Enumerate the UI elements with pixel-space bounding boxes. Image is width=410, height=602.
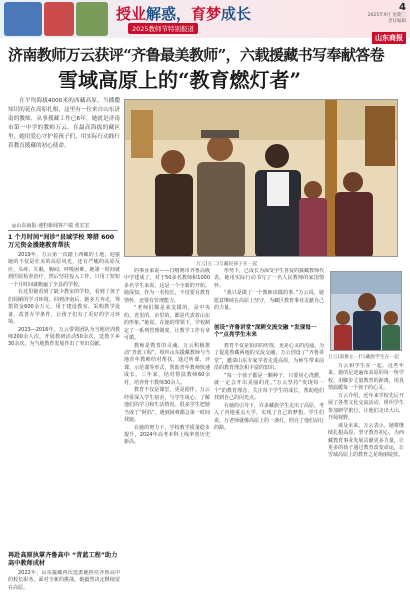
paragraph: 2022年，山东援藏再次选派她担任齐鲁高中的校长职务。面对全新的挑战，她毅然决定继续留在高原。: [8, 570, 120, 591]
section-2-body: [8, 570, 120, 600]
secondary-photo-caption: 万云(前排左一)与藏族学生在一起: [328, 355, 399, 360]
byline: ◎山东商报·速豹新闻客户端 张宏宏: [12, 223, 90, 229]
section-heading-3: 创设“齐鲁讲堂”深耕交流交融 “发现每一个”点亮学生未来: [214, 325, 317, 339]
slogan-part: 解惑，: [146, 5, 192, 23]
photo-scene: [125, 100, 398, 257]
headline-title: 雪域高原上的“教育燃灯者”: [58, 68, 302, 92]
banner-photo: [4, 2, 42, 36]
photo-scene: [331, 272, 402, 351]
paragraph: 形势下，已成长为深受学生喜爱的援藏教师代表。她用实际行动书写了一名人民教师的家国情怀。: [214, 268, 324, 289]
paragraph: 万云介绍，近年来学校先后开展了各类文化交流活动，组织学生参加研学旅行，让他们走出大山，开阔视野。: [328, 392, 404, 422]
paragraph: 教育不仅是知识的传授，更是心灵的沟通。为了促进鲁藏两地的交流交融，万云创设了“齐鲁讲堂”，邀请山东专家学者走进高原，为师生带来前沿的教育理念和丰富的知识。: [214, 343, 324, 372]
section-heading-1: 1 个月时间“间诊”县域学校 筹措 600 万元资金援建教育帮扶: [8, 234, 115, 249]
page-number: 4: [399, 2, 406, 13]
banner-slogan: [116, 3, 251, 24]
issue-date: 2025年9月 星期三: [367, 13, 406, 18]
headline-kicker: 济南教师万云获评“齐鲁最美教师”，六载援藏书写奉献答卷: [8, 46, 385, 64]
banner-photo-strip: [4, 2, 108, 36]
editor-line: 责任编辑: [388, 19, 406, 24]
secondary-photo: [330, 271, 402, 351]
slogan-part: 授业: [116, 5, 147, 23]
paragraph: 2023—2016年，万云带领团队为当地培训教师200余人次，开展教研活动50余次，送教下乡30余次，为当地教育发展作出了突出贡献。: [8, 326, 120, 348]
column-5-body: [328, 363, 404, 598]
banner-photo: [44, 2, 74, 36]
section-heading-2: 再赴高原执掌齐鲁高中 “青蓝工程”助力高中教师成材: [8, 552, 118, 567]
column-3-top: [214, 268, 324, 320]
paragraph: 教育不仅是课堂，更是陪伴。万云经常深入学生宿舍，与学生谈心，了解他们的学习和生活情况。很多学生把她当成了“阿妈”，遇到困难都会第一时间找她。: [124, 387, 210, 424]
main-photo: [124, 99, 398, 257]
section-1-body: [8, 252, 120, 550]
paragraph: “我只是做了一个教师该做的事。”万云说，她愿意继续在高原上坚守，为藏区教育事业贡献自己的力量。: [214, 290, 324, 312]
paragraph: 在这里她看到了缺少教室的学校，看到了孩子们简陋的学习环境。回到济南后，她多方奔走，筹措资金600余万元，用于建设教室、采购教学设备，改善办学条件，让孩子们有了更好的学习环境。: [8, 289, 120, 326]
column-2-body: [124, 268, 210, 598]
lede-paragraph: 在平均海拔4000米的西藏高原，当播撒知识的花在高原扎根，这里有一位来自山东济南的教师，从事援藏工作已6年，她就是济南市第一中学的教师万云。在最高海拔的藏区里，她用爱心守护着孩子们，用实际行动践行着教育援藏的初心使命。: [8, 98, 120, 149]
paragraph: 2019年，万云第一次踏上西藏的土地，迎接她的不仅是壮美的高原风光，还有严峻的高原反应。头疼、失眠、胸闷、呼吸困难，她第一时间就到医院检查治疗，然后坚持投入工作，只用了短短一个月时间就跑遍了全县的学校。: [8, 252, 120, 288]
paragraph: 在她的努力下，学校教学质量稳步提升，2024年高考本科上线率创历史新高。: [124, 424, 210, 446]
edition-badge: 山东商报: [372, 32, 406, 44]
paragraph: 谈及未来，万云表示，她将继续扎根高原，坚守教育初心，为西藏教育事业发展贡献更多力量，让更多的孩子通过教育改变命运，让雪域高原上的教育之花绚丽绽放。: [328, 422, 404, 459]
masthead-banner: [0, 0, 410, 42]
paragraph: 万云和学生在一起。这些年来，她的足迹遍布高原的每一所学校，用脚步丈量教育的距离，用真情温暖每一个孩子的心灵。: [328, 363, 404, 392]
paragraph: “每一个孩子都是一颗种子，只要用心浇灌，就一定会开出美丽的花。”万云坚持“发现每一个”的教育理念，关注每个学生的成长，帮助他们找到自己的闪光点。: [214, 372, 324, 402]
main-photo-caption: 万云(左二)与藏民孩子在一起: [196, 262, 258, 267]
banner-subline: 2025教师节特别报道: [128, 23, 198, 34]
banner-photo: [76, 2, 108, 36]
slogan-part: 育梦: [191, 5, 222, 23]
section-3-body: [214, 343, 324, 598]
divider: [8, 230, 118, 231]
paragraph: “老师们都是来支援的，是中央的、省里的、市里的，都是代表着山东的形象。”她说。在她的带领下，学校制定了一系列管理制度，让教学工作有章可循。: [124, 305, 210, 342]
paragraph: 在她的引导下，许多藏族学生走出了高原，考入了内地重点大学，实现了自己的梦想。学生们说，万老师就像高原上的一盏灯，照亮了他们前行的路。: [214, 402, 324, 431]
slogan-part: 成长: [221, 5, 252, 23]
page-info: [348, 2, 406, 44]
paragraph: 的事业来说——日喀则市齐鲁高级中学建成了，对于50多名教师和1000多名学生来说，这是一个全新的开始。她深知，作为一名校长，不仅要有教育情怀，还要有管理能力。: [124, 268, 210, 304]
paragraph: 教师是教育的灵魂。万云积极推动“青蓝工程”，组织山东援藏教师与当地青年教师结对帮扶，通过听课、评课、示范课等形式，帮助青年教师快速成长。三年来，结对帮扶教师60余对，培养骨干教师30余人。: [124, 342, 210, 386]
